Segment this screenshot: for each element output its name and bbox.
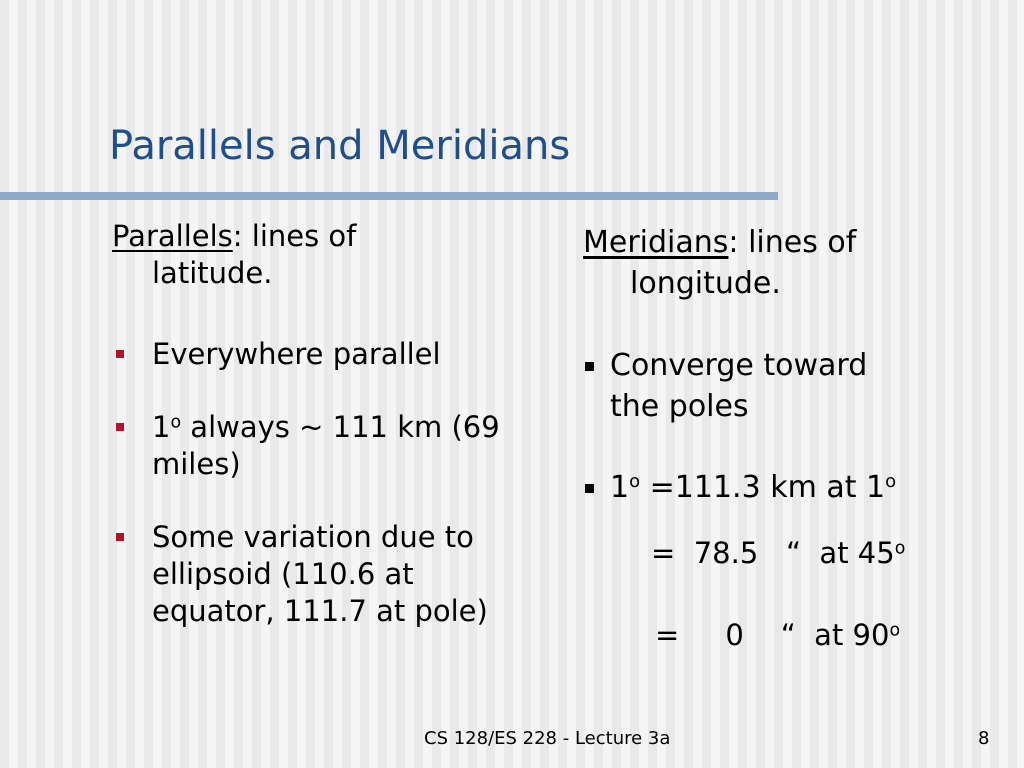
conversion-text: = 0 “ at 90	[655, 618, 890, 652]
meridians-term: Meridians	[583, 225, 729, 260]
degree-mark: o	[885, 471, 897, 493]
parallels-def-b: latitude.	[152, 256, 273, 290]
parallels-heading	[112, 218, 522, 255]
bullet-text: Everywhere parallel	[152, 337, 441, 371]
meridians-heading	[583, 222, 1003, 263]
square-bullet-icon	[585, 484, 594, 493]
degree-mark: o	[889, 620, 901, 641]
degree-mark: o	[170, 412, 182, 433]
square-bullet-icon	[116, 350, 124, 358]
parallels-def-a: : lines of	[232, 219, 357, 253]
parallels-term: Parallels	[112, 219, 233, 253]
title-divider	[0, 192, 778, 200]
meridians-column	[583, 222, 1003, 508]
parallels-column	[112, 218, 522, 630]
meridians-bullet-list	[583, 345, 1003, 508]
meridians-def-b: longitude.	[630, 266, 781, 301]
square-bullet-icon	[585, 362, 594, 371]
square-bullet-icon	[116, 533, 124, 541]
degree-mark: o	[894, 538, 906, 559]
square-bullet-icon	[116, 423, 124, 431]
bullet-num: 1	[152, 410, 171, 444]
list-item	[583, 467, 1003, 508]
list-item	[112, 336, 522, 373]
list-item	[583, 345, 1003, 427]
meridians-def-a: : lines of	[728, 225, 857, 260]
bullet-text: Converge toward	[610, 348, 868, 383]
conversion-text: = 78.5 “ at 45	[651, 536, 895, 570]
parallels-bullet-list	[112, 336, 522, 630]
slide-title: Parallels and Meridians	[109, 123, 571, 169]
conversion-row-45	[651, 535, 905, 572]
list-item	[112, 409, 522, 483]
page-number: 8	[978, 728, 990, 749]
bullet-text: always ~ 111 km (69 miles)	[152, 410, 500, 481]
bullet-num: 1	[610, 470, 630, 505]
bullet-text: Some variation due to ellipsoid (110.6 at equator, 111.7 at pole)	[152, 520, 488, 628]
conversion-row-90	[655, 617, 900, 654]
bullet-text: =111.3 km at 1	[640, 470, 886, 505]
footer-course: CS 128/ES 228 - Lecture 3a	[424, 728, 671, 749]
degree-mark: o	[629, 471, 641, 493]
list-item	[112, 519, 522, 630]
bullet-text-cont: the poles	[610, 389, 749, 424]
